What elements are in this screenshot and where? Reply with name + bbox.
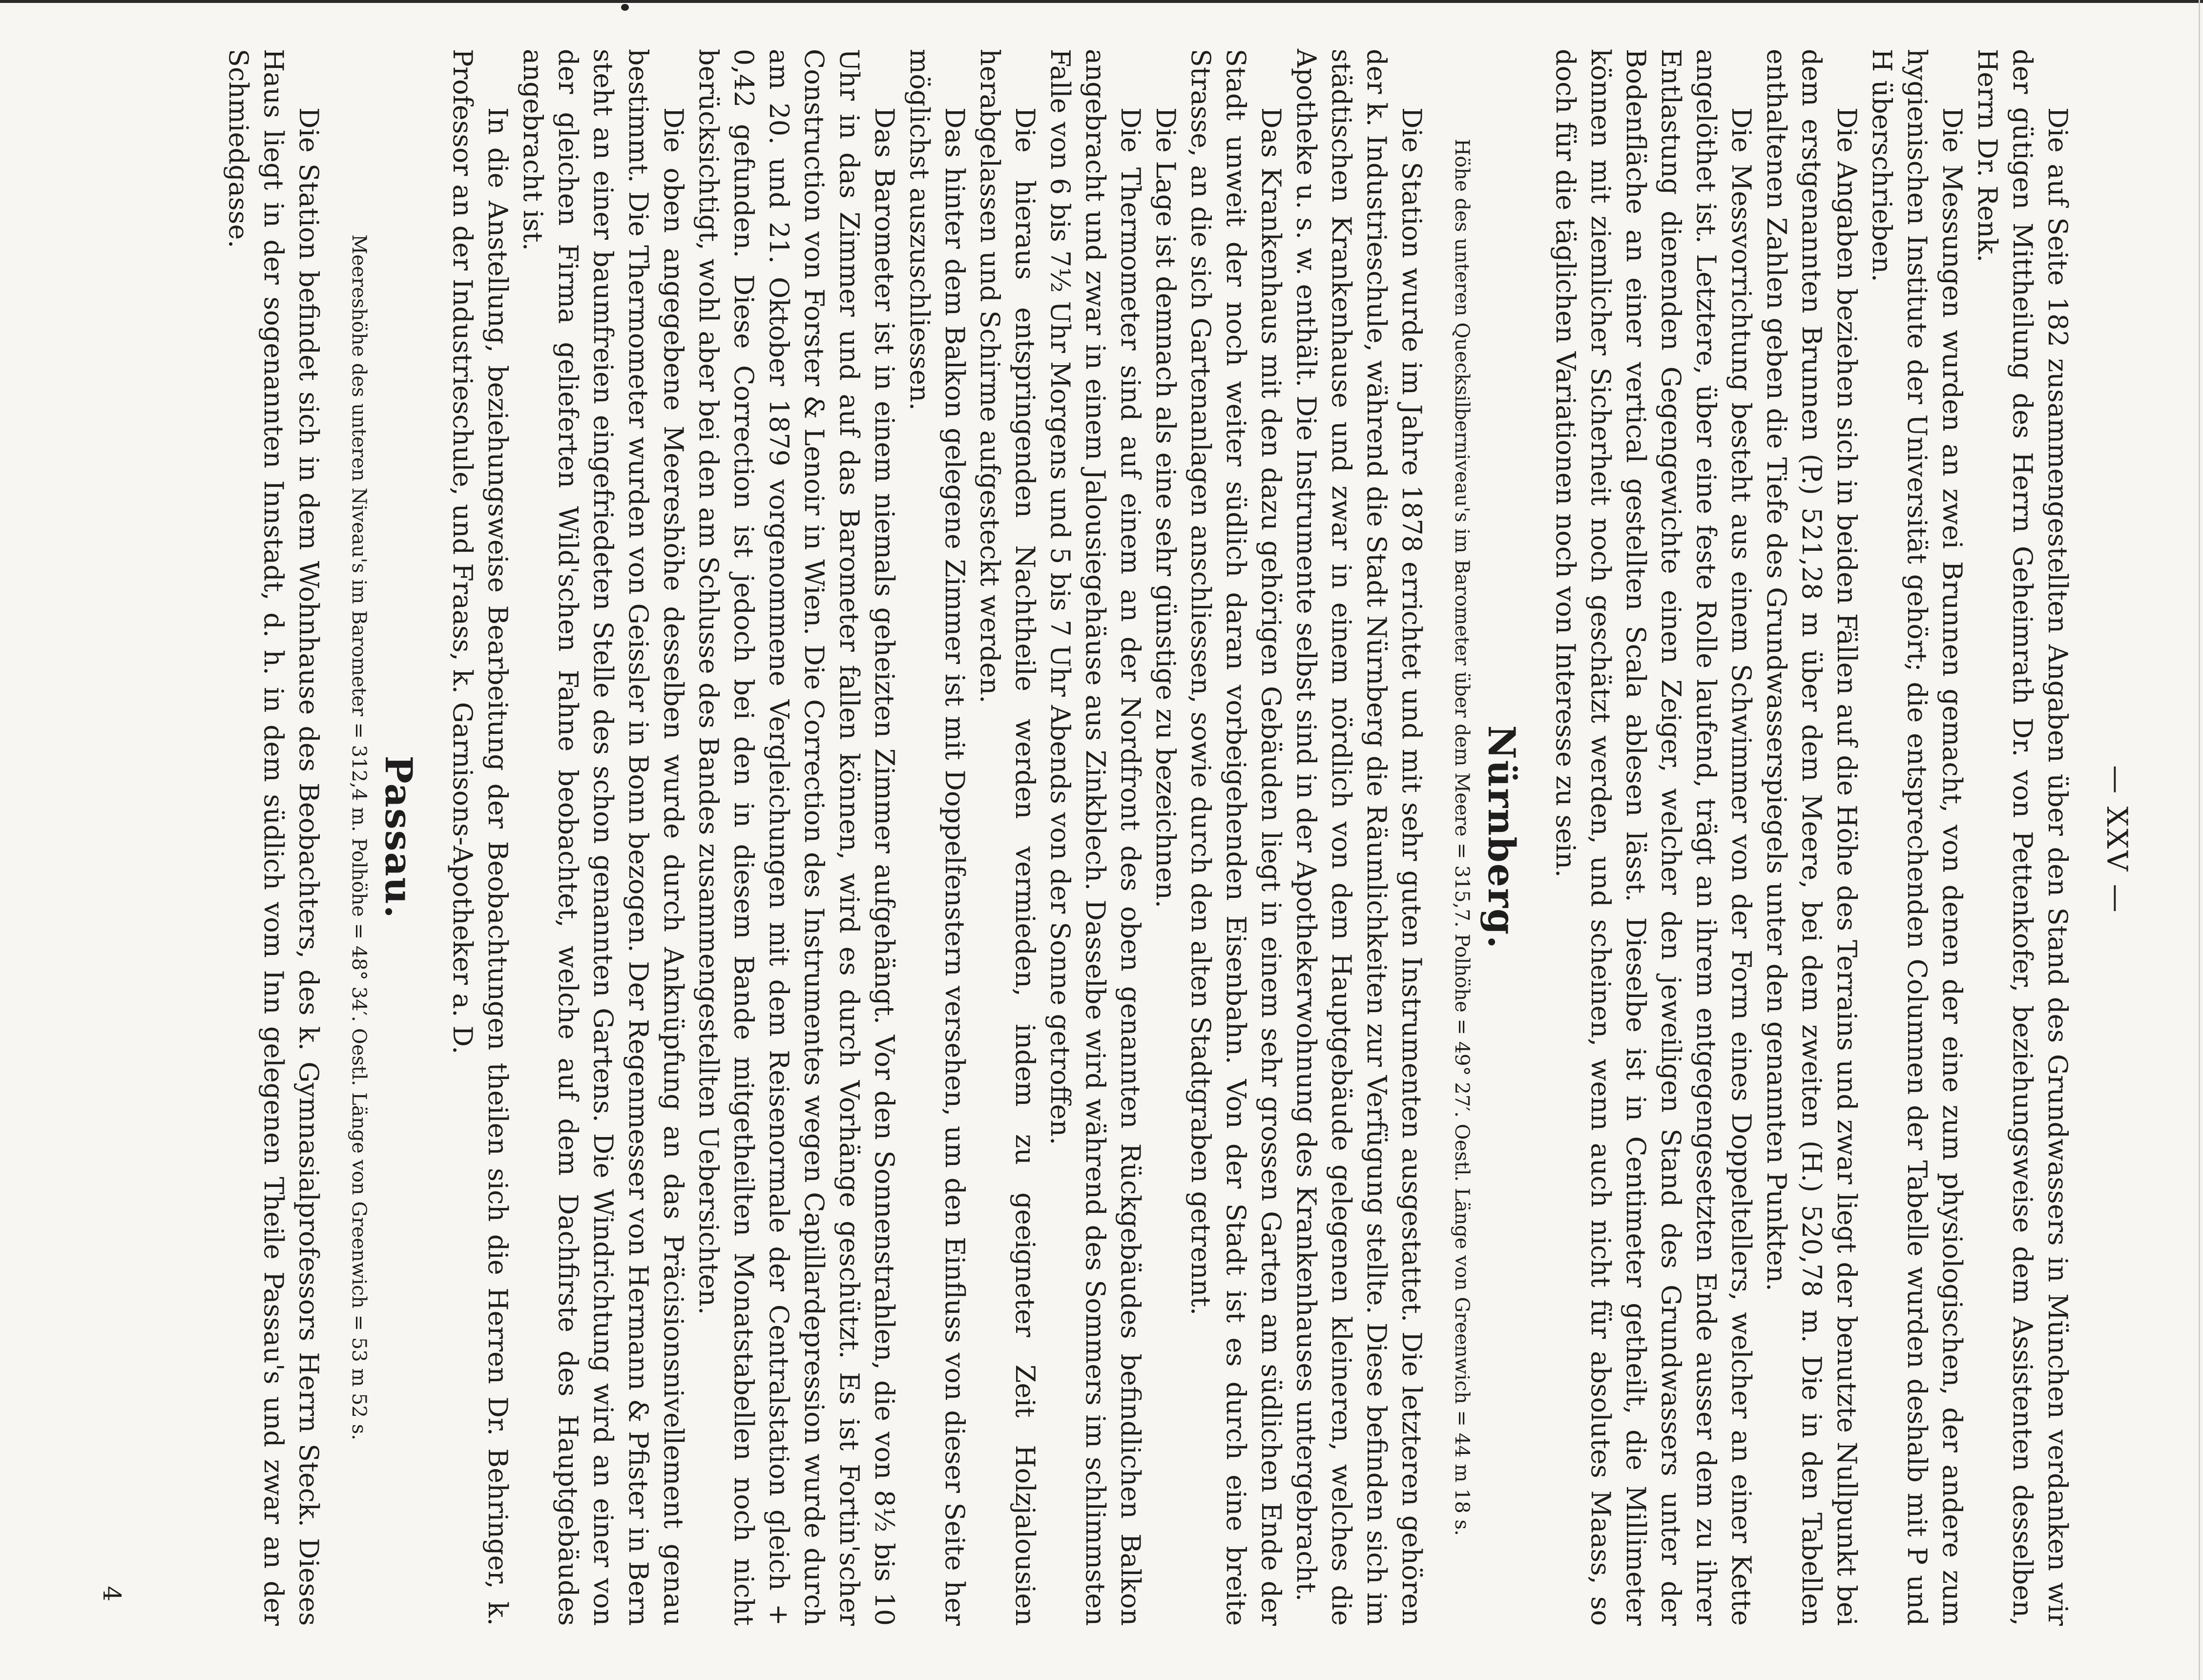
signature-mark: 4 xyxy=(98,1586,126,1601)
intro-paragraph-4: Die Messvorrichtung besteht aus einem Schwimmer von der Form eines Doppeltellers, welcher an einer Kette angelöthet ist. Letztere, über eine feste Rolle laufend, trägt an ihrem entgegengesetzten Ende ausser dem zu ihrer Entlastung dienenden Gegengewichte einen Zeiger, welcher den jeweiligen Stand des Grundwassers unter der Bodenfläche an einer vertical gestellten Scala ablesen lässt. Dieselbe ist in Centimeter getheilt, die Millimeter können mit ziemlicher Sicherheit noch geschätzt werden, und scheinen, wenn auch nicht für absolutes Maass, so doch für die täglichen Variationen noch von Interesse zu sein. xyxy=(1550,49,1757,1626)
nuernberg-paragraph-7: Das Barometer ist in einem niemals geheizten Zimmer aufgehängt. Vor den Sonnenstrahlen, die von 8½ bis 10 Uhr in das Zimmer und auf das Barometer fallen können, wird es durch Vorhänge geschützt. Es ist Fortin'scher Construction von Forster & Lenoir in Wien. Die Correction des Instrumentes wegen Capillardepression wurde durch am 20. und 21. Oktober 1879 vorgenommene Vergleichungen mit dem Reisenormale der Centralstation gleich + 0,42 gefunden. Diese Correction ist jedoch bei den in diesem Bande mitgetheilten Monatstabellen noch nicht berücksichtigt, wohl aber bei den am Schlusse des Bandes zusammengestellten Uebersichten. xyxy=(693,49,900,1626)
nuernberg-paragraph-2: Das Krankenhaus mit den dazu gehörigen Gebäuden liegt in einem sehr grossen Garten am südlichen Ende der Stadt unweit der noch weiter südlich daran vorbeigehenden Eisenbahn. Von der Stadt ist es durch eine breite Strasse, an die sich Gartenanlagen anschliessen, sowie durch den alten Stadtgraben getrennt. xyxy=(1185,49,1287,1626)
nuernberg-station-meta: Höhe des unteren Quecksilberniveau's im Barometer über dem Meere = 315,7. Polhöhe = 49° 27′. Oestl. Länge von Greenwich = 44 m 18 s. xyxy=(1451,139,1473,1536)
passau-station-meta: Meereshöhe des unteren Niveau's im Barometer = 312,4 m. Polhöhe = 48° 34′. Oestl. Länge von Greenwich = 53 m 52 s. xyxy=(348,234,370,1440)
scan-edge-line xyxy=(2199,0,2200,1680)
nuernberg-paragraph-6: Das hinter dem Balkon gelegene Zimmer ist mit Doppelfenstern versehen, um den Einfluss von dieser Seite her möglichst auszuschliessen. xyxy=(904,49,970,1626)
nuernberg-paragraph-9: In die Anstellung, beziehungsweise Bearbeitung der Beobachtungen theilen sich die Herren Dr. Behringer, k. Professor an der Industrieschule, und Fraass, k. Garnisons-Apotheker a. D. xyxy=(447,49,513,1626)
intro-paragraph-1: Die auf Seite 182 zusammengestellten Angaben über den Stand des Grundwassers in München verdanken wir der gütigen Mittheilung des Herrn Geheimrath Dr. von Pettenkofer, beziehungsweise dem Assistenten desselben, Herrn Dr. Renk. xyxy=(1972,49,2073,1626)
intro-paragraph-2: Die Messungen wurden an zwei Brunnen gemacht, von denen der eine zum physiologischen, der andere zum hygienischen Institute der Universität gehört; die entsprechenden Columnen der Tabelle wurden deshalb mit P und H überschrieben. xyxy=(1867,49,1968,1626)
rotated-page-content xyxy=(39,34,2139,1645)
page-number: — XXV — xyxy=(2100,765,2134,914)
passau-heading: Passau. xyxy=(377,755,420,919)
nuernberg-paragraph-4: Die Thermometer sind auf einem an der Nordfront des oben genannten Rückgebäudes befindlichen Balkon angebracht und zwar in einem Jalousiegehäuse aus Zinkblech. Dasselbe wird während des Sommers im schlimmsten Falle von 6 bis 7½ Uhr Morgens und 5 bis 7 Uhr Abends von der Sonne getroffen. xyxy=(1045,49,1146,1626)
page-header xyxy=(2080,34,2139,1645)
passau-paragraph-1: Die Station befindet sich in dem Wohnhause des Beobachters, des k. Gymnasialprofessors Herrn Steck. Dieses Haus liegt in der sogenannten Innstadt, d. h. in dem südlich vom Inn gelegenen Theile Passau's und zwar an der Schmiedgasse. xyxy=(223,49,324,1626)
nuernberg-paragraph-8: Die oben angegebene Meereshöhe desselben wurde durch Anknüpfung an das Präcisionsnivellement genau bestimmt. Die Thermometer wurden von Geissler in Bonn bezogen. Der Regenmesser von Hermann & Pfister in Bern steht an einer baumfreien eingefriedeten Stelle des schon genannten Gartens. Die Windrichtung wird an einer von der gleichen Firma gelieferten Wild'schen Fahne beobachtet, welche auf dem Dachfirste des Hauptgebäudes angebracht ist. xyxy=(518,49,689,1626)
top-edge-rule xyxy=(0,0,2203,3)
nuernberg-heading: Nürnberg. xyxy=(1480,725,1523,950)
intro-paragraph-3: Die Angaben beziehen sich in beiden Fällen auf die Höhe des Terrains und zwar liegt der benutzte Nullpunkt bei dem erstgenannten Brunnen (P.) 521,28 m über dem Meere, bei dem zweiten (H.) 520,78 m. Die in den Tabellen enthaltenen Zahlen geben die Tiefe des Grundwasserspiegels unter den genannten Punkten. xyxy=(1761,49,1862,1626)
page-body xyxy=(221,49,2075,1626)
nuernberg-paragraph-5: Die hieraus entspringenden Nachtheile werden vermieden, indem zu geeigneter Zeit Holzjalousien herabgelassen und Schirme aufgesteckt werden. xyxy=(975,49,1040,1626)
nuernberg-paragraph-3: Die Lage ist demnach als eine sehr günstige zu bezeichnen. xyxy=(1150,107,1181,908)
ink-mark-icon xyxy=(621,4,629,11)
nuernberg-paragraph-1: Die Station wurde im Jahre 1878 errichtet und mit sehr guten Instrumenten ausgestattet. Die letzteren gehören der k. Industrieschule, während die Stadt Nürnberg die Räumlichkeiten zur Verfügung stellte. Diese befinden sich im städtischen Krankenhause und zwar in einem nördlich von dem Hauptgebäude gelegenen kleineren, welches die Apotheke u. s. w. enthält. Die Instrumente selbst sind in der Apothekerwohnung des Krankenhauses untergebracht. xyxy=(1291,49,1427,1626)
